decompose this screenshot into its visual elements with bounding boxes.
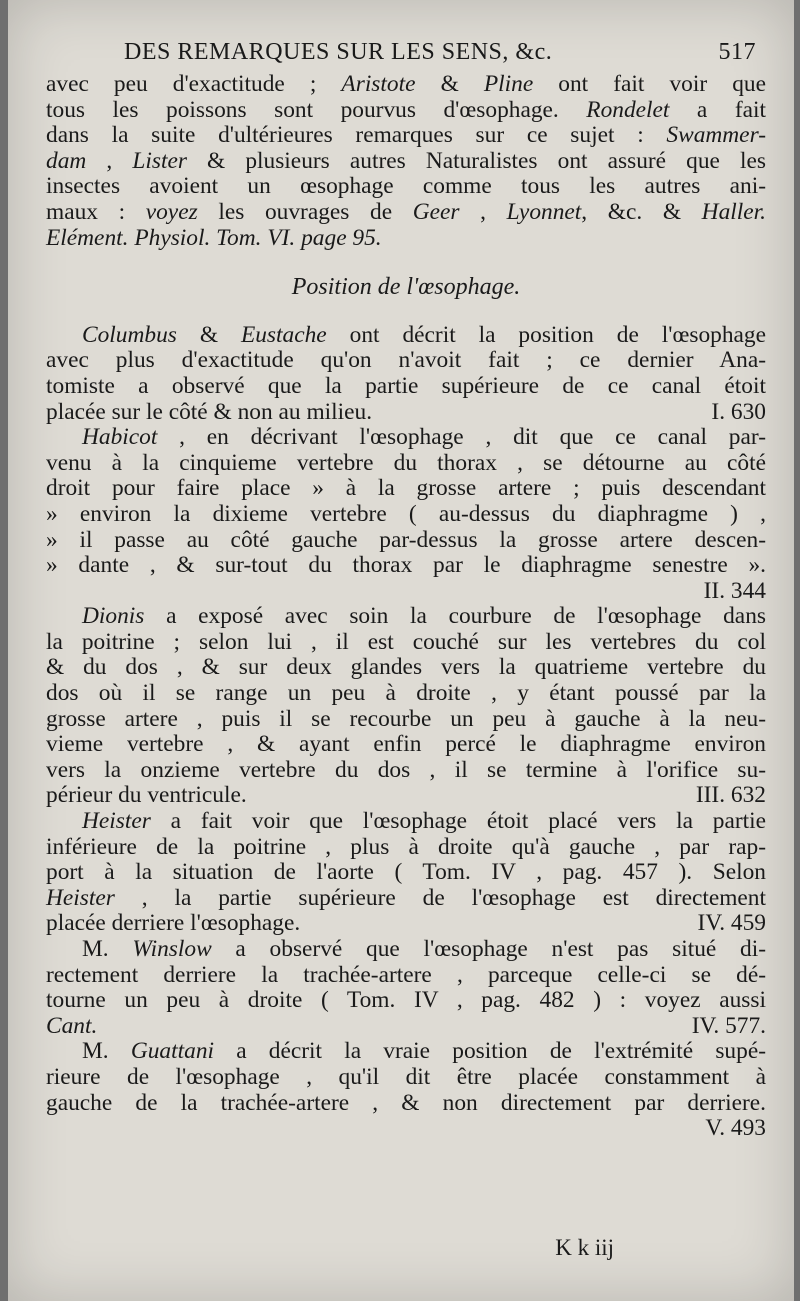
- text-line: Habicot , en décrivant l'œsophage , dit que ce canal par-: [82, 424, 766, 451]
- text-line: port à la situation de l'aorte ( Tom. IV , pag. 457 ). Selon: [46, 859, 766, 886]
- text-line: Columbus & Eustache ont décrit la position de l'œsophage: [82, 321, 767, 348]
- text-line: Heister , la partie supérieure de l'œsophage est directement: [46, 884, 766, 911]
- text-line: placée sur le côté & non au milieu. I. 630: [46, 398, 766, 425]
- reference-number: III. 632: [695, 782, 766, 809]
- text-line: placée derriere l'œsophage. IV. 459: [46, 910, 766, 937]
- text-line: vers la onzieme vertebre du dos , il se termine à l'orifice su-: [46, 756, 766, 783]
- paragraph-winslow: [46, 937, 766, 1039]
- text-line: dans la suite d'ultérieures remarques sur ce sujet : Swammer-: [46, 122, 766, 149]
- text-line: » il passe au côté gauche par-dessus la grosse artere descen-: [46, 526, 766, 553]
- book-page: [8, 0, 794, 1301]
- text-line: droit pour faire place » à la grosse artere ; puis descendant: [46, 475, 766, 502]
- section-heading: Position de l'œsophage.: [291, 274, 521, 301]
- text-line: la poitrine ; selon lui , il est couché sur les vertebres du col: [46, 628, 766, 655]
- text-line: avec peu d'exactitude ; Aristote & Pline ont fait voir que: [46, 71, 767, 97]
- text-line: gauche de la trachée-artere , & non directement par derriere.: [46, 1089, 766, 1116]
- reference-number: IV. 459: [697, 910, 766, 937]
- paragraph-habicot: [46, 425, 766, 604]
- text-line: [46, 1116, 766, 1142]
- text-line: [46, 579, 766, 605]
- text-line: » dante , & sur-tout du thorax par le diaphragme senestre ».: [46, 552, 766, 579]
- text-line: vieme vertebre , & ayant enfin percé le diaphragme environ: [46, 731, 766, 758]
- text-line: Elément. Physiol. Tom. VI. page 95.: [46, 224, 382, 251]
- page-number: 517: [718, 39, 756, 65]
- text-line: grosse artere , puis il se recourbe un peu à gauche à la neu-: [46, 705, 766, 732]
- paragraph-aristote: [46, 72, 766, 251]
- text-line: dos où il se range un peu à droite , y étant poussé par la: [46, 680, 766, 707]
- running-title: DES REMARQUES SUR LES SENS, &c.: [124, 39, 553, 65]
- paragraph-heister: [46, 809, 766, 937]
- paragraph-guattani: [46, 1039, 766, 1141]
- text-line: avec plus d'exactitude qu'on n'avoit fait ; ce dernier Ana-: [46, 347, 766, 374]
- paragraph-dionis: [46, 604, 766, 809]
- text-line: tomiste a observé que la partie supérieure de ce canal étoit: [46, 372, 766, 399]
- running-head: [46, 38, 766, 72]
- reference-number: V. 493: [705, 1115, 766, 1142]
- page-text: [46, 38, 766, 1142]
- text-line: M. Winslow a observé que l'œsophage n'est pas situé di-: [82, 936, 766, 962]
- paragraph-columbus: [46, 323, 766, 425]
- text-line: Heister a fait voir que l'œsophage étoit placé vers la partie: [82, 808, 766, 835]
- text-line: & du dos , & sur deux glandes vers la quatrieme vertebre du: [46, 654, 766, 681]
- text-line: dam , Lister & plusieurs autres Naturalistes ont assuré que les: [46, 147, 767, 174]
- text-line: venu à la cinquieme vertebre du thorax , se détourne au côté: [46, 449, 766, 476]
- text-line: M. Guattani a décrit la vraie position de l'extrémité supé-: [82, 1038, 766, 1065]
- text-line: Dionis a exposé avec soin la courbure de l'œsophage dans: [82, 603, 766, 630]
- text-line: » environ la dixieme vertebre ( au-dessus du diaphragme ) ,: [46, 500, 766, 527]
- text-line: rieure de l'œsophage , qu'il dit être placée constamment à: [46, 1063, 766, 1090]
- signature-mark: K k iij: [555, 1235, 614, 1260]
- reference-number: IV. 577.: [691, 1012, 766, 1039]
- text-line: tourne un peu à droite ( Tom. IV , pag. 482 ) : voyez aussi: [46, 987, 766, 1014]
- text-line: tous les poissons sont pourvus d'œsophage. Rondelet a fait: [46, 96, 766, 123]
- text-line: Cant. IV. 577.: [46, 1012, 766, 1039]
- reference-number: II. 344: [703, 577, 766, 604]
- reference-number: I. 630: [711, 398, 766, 425]
- text-line: maux : voyez les ouvrages de Geer , Lyonnet, &c. & Haller.: [46, 198, 766, 225]
- text-line: périeur du ventricule. III. 632: [46, 782, 766, 809]
- text-line: rectement derriere la trachée-artere , parceque celle-ci se dé-: [46, 961, 766, 988]
- text-line: insectes avoient un œsophage comme tous les autres ani-: [46, 173, 766, 200]
- text-line: inférieure de la poitrine , plus à droite qu'à gauche , par rap-: [46, 833, 766, 860]
